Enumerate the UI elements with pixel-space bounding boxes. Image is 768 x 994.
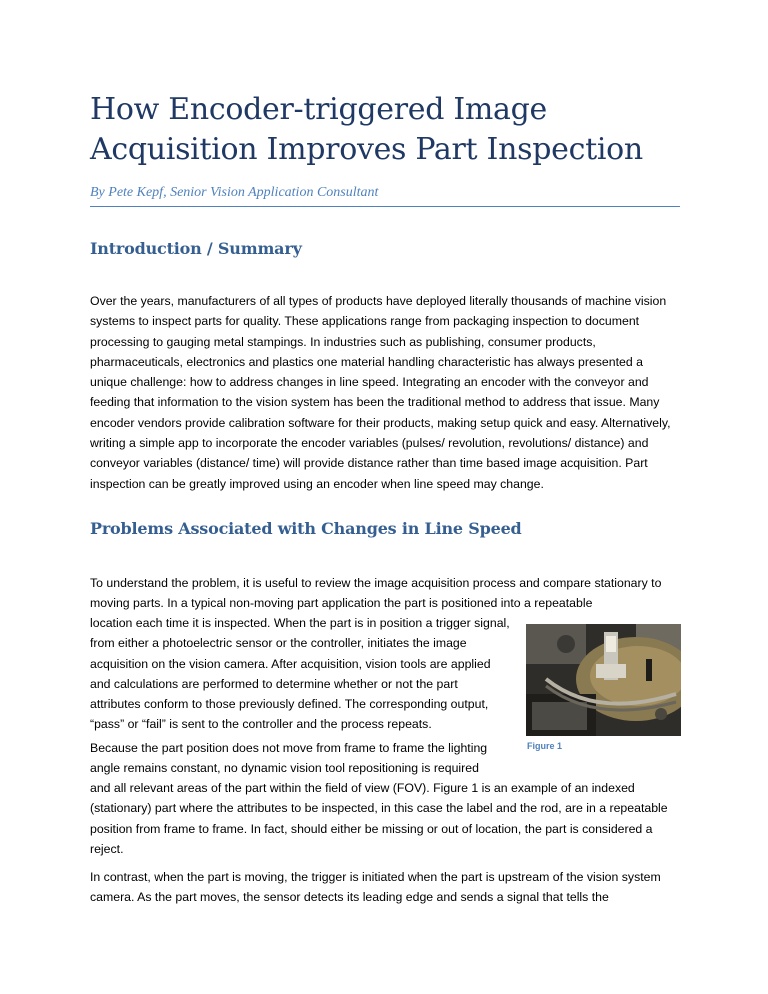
section-heading-introduction: Introduction / Summary (90, 239, 302, 258)
paragraph-stationary-intro: To understand the problem, it is useful to review the image acquisition process and compare stationary to moving parts. In a typical non-moving part application the part is positioned into a repeatable (90, 576, 662, 611)
paragraph-stationary-process: location each time it is inspected. When the part is in position a trigger signal, from either a photoelectric sensor or the controller, initiates the image acquisition on the vision camera. After acquisition, vision tools are applied and calculations are performed to determine whether or not the part attributes conform to those previously defined. The corresponding output, “pass” or “fail” is sent to the controller and the process repeats. (90, 616, 510, 732)
title-divider (90, 206, 680, 207)
figure-1-caption: Figure 1 (527, 741, 563, 751)
introduction-paragraph: Over the years, manufacturers of all types of products have deployed literally thousands of machine vision systems to inspect parts for quality. These applications range from packaging inspection to document processing to gauging metal stampings. In industries such as publishing, consumer products, pharmaceuticals, electronics and plastics one material handling characteristic has always presented a unique challenge: how to address changes in line speed. Integrating an encoder with the conveyor and feeding that information to the vision system has been the traditional method to address that issue. Many encoder vendors provide calibration software for their products, making setup quick and easy. Alternatively, writing a simple app to incorporate the encoder variables (pulses/ revolution, revolutions/ distance) and conveyor variables (distance/ time) will provide distance rather than time based image acquisition. Part inspection can be greatly improved using an encoder when line speed may change. (90, 294, 671, 491)
indexed-part-photo-icon (526, 624, 681, 736)
document-title: How Encoder-triggered Image Acquisition Improves Part Inspection (90, 92, 643, 167)
paragraph-indexed-part: and all relevant areas of the part within the field of view (FOV). Figure 1 is an example of an indexed (stationary) part where the attributes to be inspected, in this case the label and the rod, are in a repeatable position from frame to frame. In fact, should either be missing or out of location, the part is considered a reject. (90, 781, 668, 856)
byline: By Pete Kepf, Senior Vision Application Consultant (90, 185, 379, 200)
figure-1-photo (526, 624, 681, 736)
section-heading-line-speed: Problems Associated with Changes in Line Speed (90, 519, 522, 538)
paragraph-lighting-angle: Because the part position does not move from frame to frame the lighting angle remains constant, no dynamic vision tool repositioning is required (90, 741, 488, 776)
paragraph-moving-part: In contrast, when the part is moving, the trigger is initiated when the part is upstream of the vision system camera. As the part moves, the sensor detects its leading edge and sends a signal that tells the (90, 870, 661, 905)
